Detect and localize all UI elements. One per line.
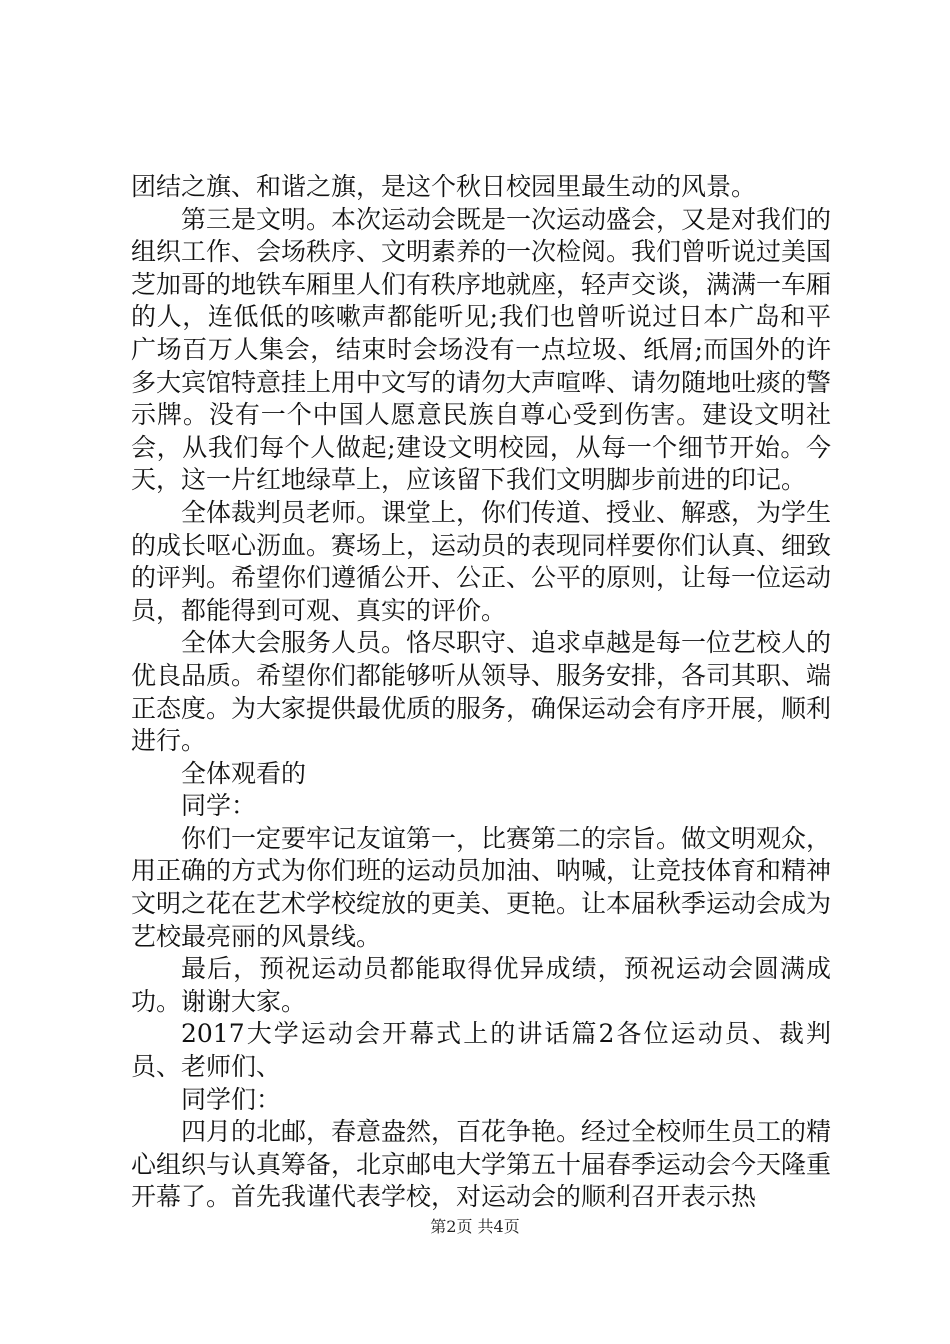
paragraph-4: 全体大会服务人员。恪尽职守、追求卓越是每一位艺校人的优良品质。希望你们都能够听从领导、服务安排，各司其职、端正态度。为大家提供最优质的服务，确保运动会有序开展，顺利进行。 bbox=[131, 628, 832, 756]
document-body bbox=[131, 171, 831, 1214]
paragraph-10: 同学们： bbox=[181, 1084, 282, 1114]
paragraph-7: 你们一定要牢记友谊第一，比赛第二的宗旨。做文明观众，用正确的方式为你们班的运动员加油、呐喊，让竞技体育和精神文明之花在艺术学校绽放的更美、更艳。让本届秋季运动会成为艺校最亮丽的风景线。 bbox=[131, 823, 832, 951]
paragraph-8: 最后，预祝运动员都能取得优异成绩，预祝运动会圆满成功。谢谢大家。 bbox=[131, 954, 831, 1016]
paragraph-3: 全体裁判员老师。课堂上，你们传道、授业、解惑，为学生的成长呕心沥血。赛场上，运动员的表现同样要你们认真、细致的评判。希望你们遵循公开、公正、公平的原则，让每一位运动员，都能得到可观、真实的评价。 bbox=[131, 497, 832, 625]
paragraph-1: 团结之旗、和谐之旗，是这个秋日校园里最生动的风景。 bbox=[131, 172, 757, 201]
paragraph-11: 四月的北邮，春意盎然，百花争艳。经过全校师生员工的精心组织与认真筹备，北京邮电大学第五十届春季运动会今天隆重开幕了。首先我谨代表学校，对运动会的顺利召开表示热 bbox=[131, 1117, 832, 1212]
paragraph-5: 全体观看的 bbox=[181, 758, 307, 788]
paragraph-2: 第三是文明。本次运动会既是一次运动盛会，又是对我们的组织工作、会场秩序、文明素养的一次检阅。我们曾听说过美国芝加哥的地铁车厢里人们有秩序地就座，轻声交谈，满满一车厢的人，连低低的咳嗽声都能听见;我们也曾听说过日本广岛和平广场百万人集会，结束时会场没有一点垃圾、纸屑;而国外的许多大宾馆特意挂上用中文写的请勿大声喧哗、请勿随地吐痰的警示牌。没有一个中国人愿意民族自尊心受到伤害。建设文明社会，从我们每个人做起;建设文明校园，从每一个细节开始。今天，这一片红地绿草上，应该留下我们文明脚步前进的印记。 bbox=[131, 204, 832, 495]
paragraph-9: 2017大学运动会开幕式上的讲话篇2各位运动员、裁判员、老师们、 bbox=[131, 1019, 831, 1082]
paragraph-6: 同学： bbox=[181, 791, 257, 821]
page-number-footer: 第2页 共4页 bbox=[430, 1217, 520, 1236]
